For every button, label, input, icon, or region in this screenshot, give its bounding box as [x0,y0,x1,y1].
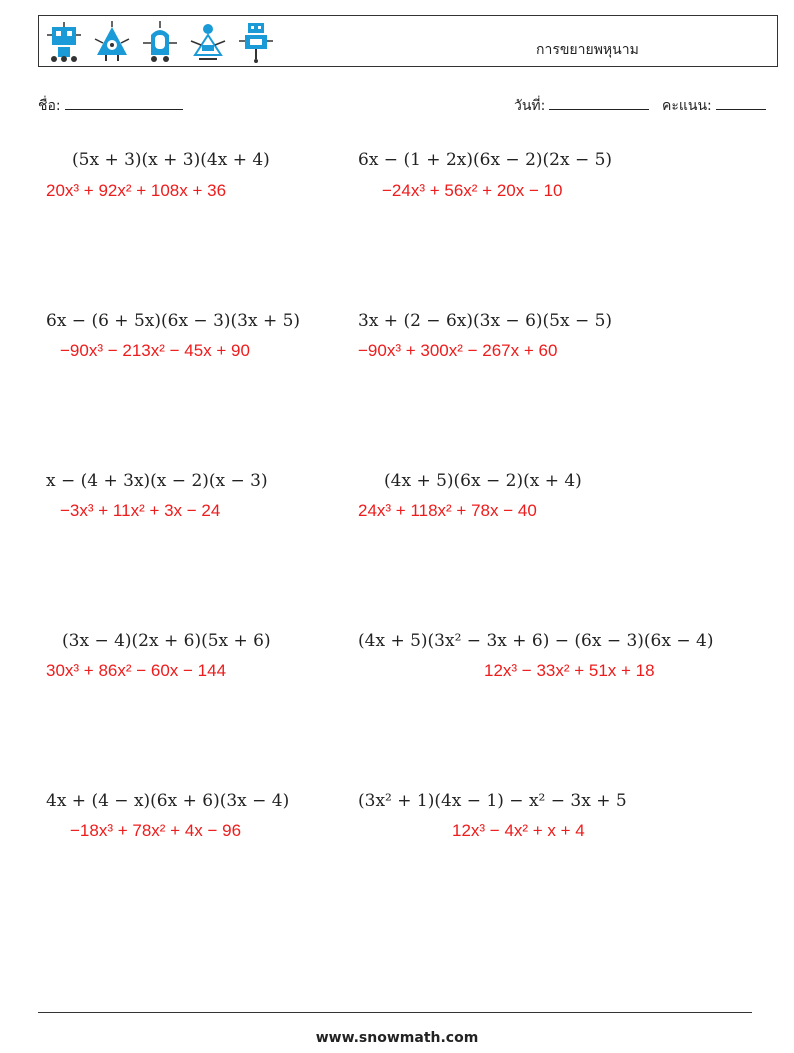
score-blank[interactable] [716,95,766,110]
worksheet-title: การขยายพหุนาม [536,42,639,58]
answer-10: 12x³ − 4x² + x + 4 [452,821,585,840]
answer-6: 24x³ + 118x² + 78x − 40 [358,501,537,520]
score-label: คะแนน: [662,98,712,114]
robot-icon-5 [237,21,275,63]
problem-1: (5x + 3)(x + 3)(4x + 4) [72,150,270,170]
name-blank[interactable] [65,95,183,110]
answer-7: 30x³ + 86x² − 60x − 144 [46,661,227,680]
footer-divider [38,1012,752,1013]
problem-7: (3x − 4)(2x + 6)(5x + 6) [62,631,271,651]
answer-5: −3x³ + 11x² + 3x − 24 [60,501,221,520]
answer-3: −90x³ − 213x² − 45x + 90 [60,341,250,360]
date-field[interactable] [514,95,649,117]
problem-2: 6x − (1 + 2x)(6x − 2)(2x − 5) [358,150,613,170]
answer-2: −24x³ + 56x² + 20x − 10 [382,181,563,200]
answer-1: 20x³ + 92x² + 108x + 36 [46,181,227,200]
answer-8: 12x³ − 33x² + 51x + 18 [484,661,655,680]
date-blank[interactable] [549,95,649,110]
robot-icon-2 [93,21,131,63]
answer-4: −90x³ + 300x² − 267x + 60 [358,341,558,360]
name-label: ชื่อ: [38,98,61,114]
answer-9: −18x³ + 78x² + 4x − 96 [70,821,242,840]
robot-icon-3 [141,21,179,63]
problem-10: (3x² + 1)(4x − 1) − x² − 3x + 5 [358,791,627,811]
problem-4: 3x + (2 − 6x)(3x − 6)(5x − 5) [358,311,613,331]
robot-icon-1 [45,21,83,63]
problem-8: (4x + 5)(3x² − 3x + 6) − (6x − 3)(6x − 4) [358,631,714,651]
date-label: วันที่: [514,98,546,114]
worksheet-header [38,15,778,67]
name-field[interactable] [38,95,183,117]
problem-6: (4x + 5)(6x − 2)(x + 4) [384,471,582,491]
footer-url[interactable]: www.snowmath.com [315,1030,479,1046]
score-field[interactable] [662,95,766,117]
problem-5: x − (4 + 3x)(x − 2)(x − 3) [46,471,268,491]
robot-icons [45,21,275,63]
problem-3: 6x − (6 + 5x)(6x − 3)(3x + 5) [46,311,301,331]
problem-9: 4x + (4 − x)(6x + 6)(3x − 4) [46,791,290,811]
robot-icon-4 [189,21,227,63]
